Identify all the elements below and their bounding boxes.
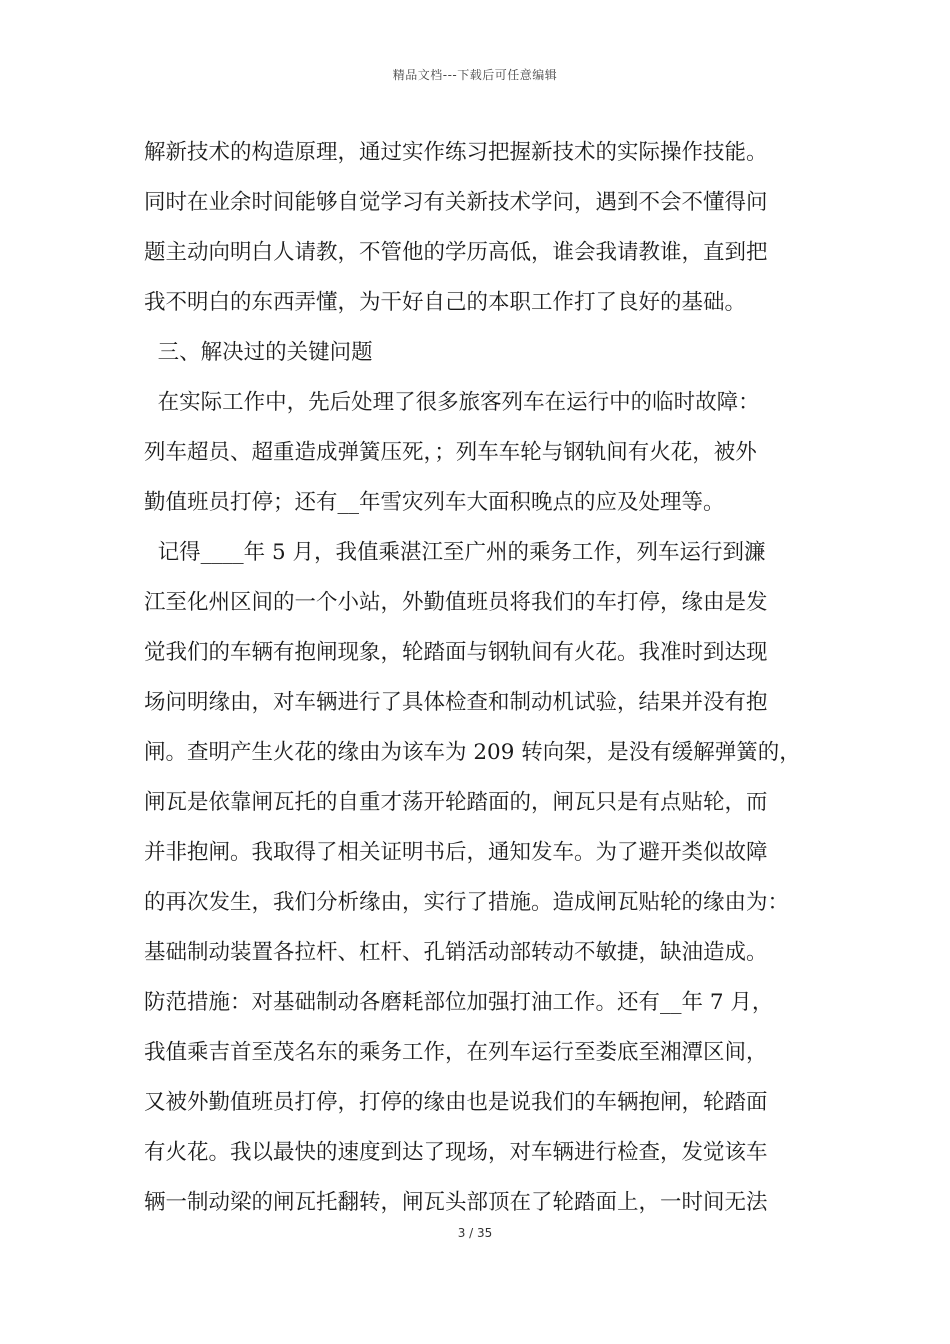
text-line: 闸瓦是依靠闸瓦托的自重才荡开轮踏面的，闸瓦只是有点贴轮，而 — [144, 790, 768, 815]
text-line: 并非抱闸。我取得了相关证明书后，通知发车。为了避开类似故障 — [144, 840, 768, 865]
text-line: 有火花。我以最快的速度到达了现场，对车辆进行检查，发觉该车 — [144, 1140, 768, 1165]
text-line: 辆一制动梁的闸瓦托翻转，闸瓦头部顶在了轮踏面上，一时间无法 — [144, 1190, 768, 1215]
text-line: 同时在业余时间能够自觉学习有关新技术学问，遇到不会不懂得问 — [144, 190, 768, 215]
text-line: 又被外勤值班员打停，打停的缘由也是说我们的车辆抱闸，轮踏面 — [144, 1090, 768, 1115]
text-line: 题主动向明白人请教，不管他的学历高低，谁会我请教谁，直到把 — [144, 240, 768, 265]
text-line: 场问明缘由，对车辆进行了具体检查和制动机试验，结果并没有抱 — [144, 690, 768, 715]
text-line: 基础制动装置各拉杆、杠杆、孔销活动部转动不敏捷，缺油造成。 — [144, 940, 768, 965]
text-line: 记得____年 5 月，我值乘湛江至广州的乘务工作，列车运行到濂 — [144, 540, 766, 565]
page-number: 3 / 35 — [457, 1226, 493, 1240]
document-body — [144, 128, 834, 1228]
text-line: 解新技术的构造原理，通过实作练习把握新技术的实际操作技能。 — [144, 140, 768, 165]
section-heading: 三、解决过的关键问题 — [144, 340, 373, 365]
page-header: 精品文档---下载后可任意编辑 — [392, 68, 558, 82]
text-line: 我值乘吉首至茂名东的乘务工作，在列车运行至娄底至湘潭区间， — [144, 1040, 768, 1065]
text-line: 闸。查明产生火花的缘由为该车为 209 转向架，是没有缓解弹簧的， — [144, 740, 801, 765]
text-line: 勤值班员打停；还有__年雪灾列车大面积晚点的应及处理等。 — [144, 490, 725, 515]
text-line: 防范措施：对基础制动各磨耗部位加强打油工作。还有__年 7 月， — [144, 990, 774, 1015]
text-line: 我不明白的东西弄懂，为干好自己的本职工作打了良好的基础。 — [144, 290, 747, 315]
text-line: 江至化州区间的一个小站，外勤值班员将我们的车打停，缘由是发 — [144, 590, 768, 615]
text-line: 觉我们的车辆有抱闸现象，轮踏面与钢轨间有火花。我准时到达现 — [144, 640, 768, 665]
text-line: 在实际工作中，先后处理了很多旅客列车在运行中的临时故障： — [144, 390, 760, 415]
text-line: 列车超员、超重造成弹簧压死，；列车车轮与钢轨间有火花，被外 — [144, 440, 757, 465]
text-line: 的再次发生，我们分析缘由，实行了措施。造成闸瓦贴轮的缘由为： — [144, 890, 790, 915]
